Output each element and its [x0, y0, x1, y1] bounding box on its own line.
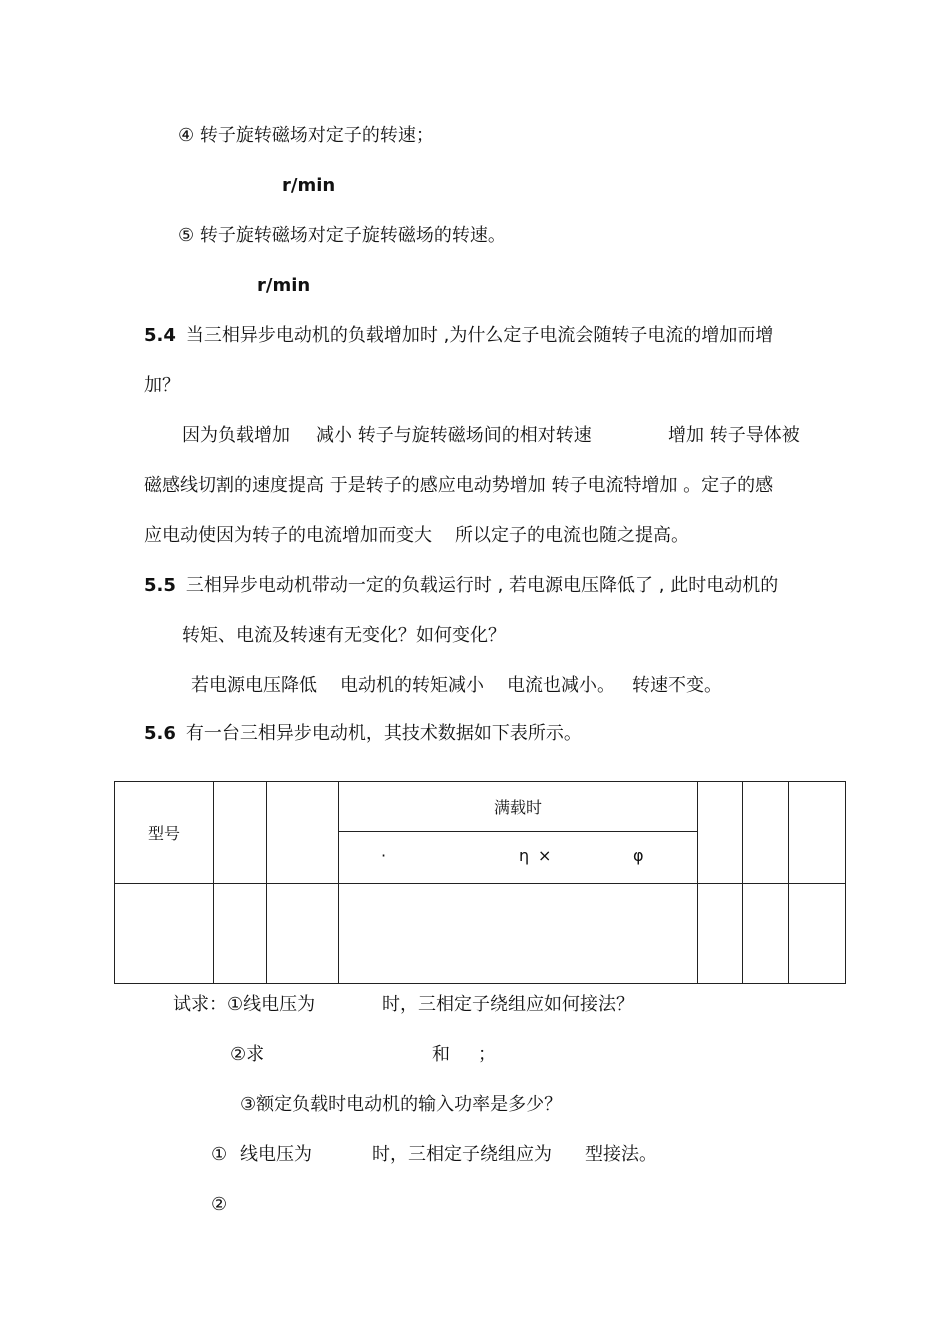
ask-2b: 和	[432, 1044, 450, 1065]
answer-2-num: ②	[211, 1194, 228, 1215]
data-cell	[789, 884, 846, 984]
question-5-5-cont: 转矩、电流及转速有无变化？如何变化？	[182, 625, 506, 646]
question-number: 5.4	[144, 325, 176, 346]
question-number: 5.6	[144, 723, 176, 744]
question-number: 5.5	[144, 575, 176, 596]
answer-5-5-d: 转速不变。	[632, 675, 722, 696]
full-load-subheader	[339, 832, 698, 884]
answer-5-5-a: 若电源电压降低	[191, 675, 317, 696]
ask-1a: 试求：①线电压为	[173, 994, 316, 1015]
item-4-unit: r/min	[282, 175, 336, 196]
header-blank-5	[789, 782, 846, 884]
header-blank-4	[743, 782, 789, 884]
answer-5-4-l1a: 因为负载增加	[182, 425, 290, 446]
item-5	[178, 224, 506, 248]
answer-1c: 型接法。	[585, 1144, 657, 1165]
answer-5-5-b: 电动机的转矩减小	[340, 675, 484, 696]
data-cell	[339, 884, 698, 984]
answer-5-4-l2: 磁感线切割的速度提高 于是转子的感应电动势增加 转子电流特增加 。定子的感	[144, 475, 774, 496]
answer-1b: 时，三相定子绕组应为	[372, 1144, 552, 1165]
answer-5-4-l1b: 减小 转子与旋转磁场间的相对转速	[316, 425, 592, 446]
question-5-4-cont: 加？	[144, 375, 180, 396]
ask-2c: ；	[478, 1044, 496, 1065]
data-cell	[267, 884, 339, 984]
answer-1-num: ①	[211, 1144, 228, 1165]
question-5-4	[144, 324, 773, 348]
ask-2a: ②求	[230, 1044, 265, 1065]
question-text: 有一台三相异步电动机，其技术数据如下表所示。	[185, 723, 582, 744]
item-4	[178, 124, 434, 148]
sub-times: ×	[538, 846, 552, 865]
data-cell	[214, 884, 267, 984]
header-blank-2	[267, 782, 339, 884]
answer-1a: 线电压为	[240, 1144, 312, 1165]
item-4-text: ④ 转子旋转磁场对定子的转速；	[178, 125, 434, 146]
question-text: 当三相异步电动机的负载增加时 ,为什么定子电流会随转子电流的增加而增	[185, 325, 774, 346]
data-cell	[743, 884, 789, 984]
header-full-load: 满载时	[339, 782, 698, 832]
answer-5-4-l3b: 所以定子的电流也随之提高。	[455, 525, 689, 546]
header-blank-1	[214, 782, 267, 884]
header-blank-3	[698, 782, 743, 884]
item-5-unit: r/min	[257, 275, 311, 296]
item-5-text: ⑤ 转子旋转磁场对定子旋转磁场的转速。	[178, 225, 506, 246]
header-model: 型号	[115, 782, 214, 884]
sub-dot: ·	[381, 846, 387, 865]
answer-5-4-l3a: 应电动使因为转子的电流增加而变大	[144, 525, 432, 546]
answer-5-4-l1c: 增加 转子导体被	[668, 425, 800, 446]
ask-1b: 时，三相定子绕组应如何接法？	[382, 994, 634, 1015]
question-5-6	[144, 722, 582, 746]
ask-3: ③额定负载时电动机的输入功率是多少？	[240, 1094, 563, 1115]
answer-5-5-c: 电流也减小。	[507, 675, 615, 696]
data-cell	[698, 884, 743, 984]
sub-phi: φ	[633, 846, 644, 865]
data-cell	[115, 884, 214, 984]
question-text: 三相异步电动机带动一定的负载运行时 , 若电源电压降低了 , 此时电动机的	[185, 575, 779, 596]
motor-spec-table	[114, 781, 846, 984]
sub-eta: η	[519, 846, 530, 865]
question-5-5	[144, 574, 778, 598]
